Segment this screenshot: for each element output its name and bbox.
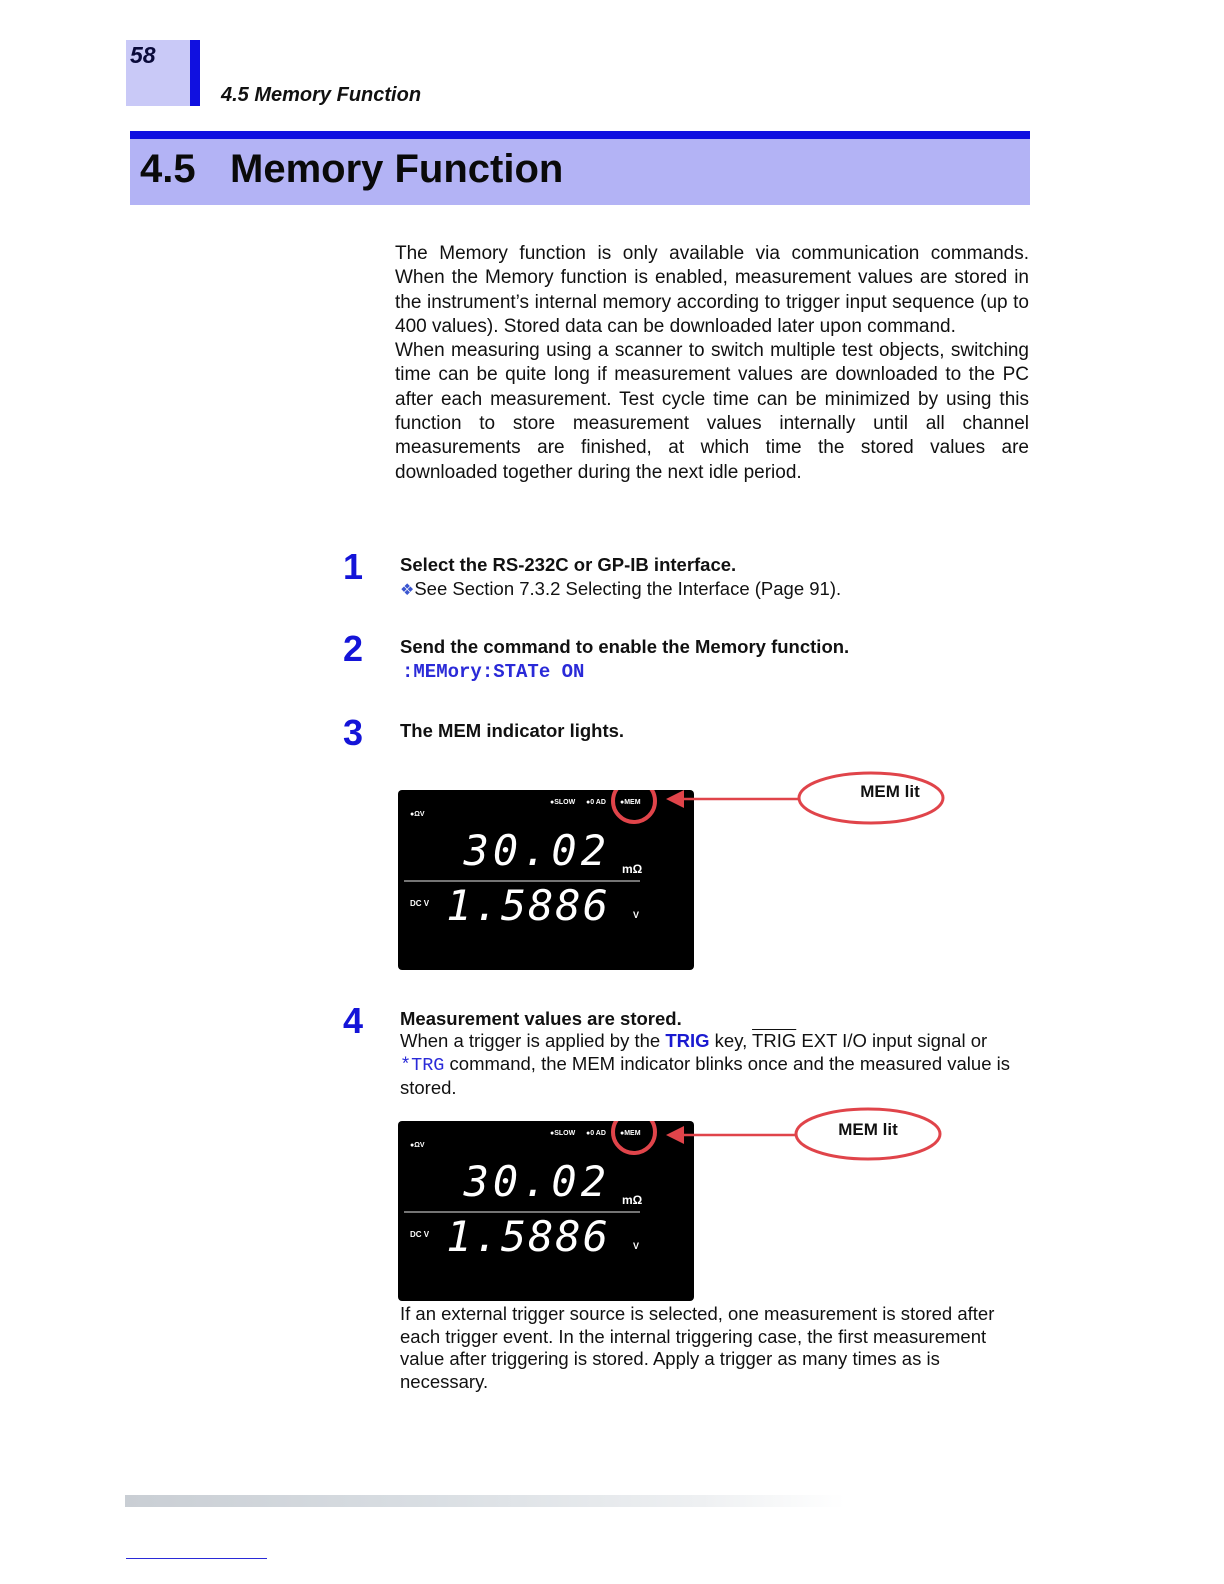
primary-unit: mΩ — [622, 1193, 643, 1207]
step-4-line-1 — [400, 1030, 1030, 1053]
text-run: command, the MEM indicator blinks once and the measured value is stored. — [400, 1052, 1010, 1098]
meter-display-1 — [398, 790, 694, 970]
primary-reading: 30.02 — [463, 1157, 610, 1206]
intro-paragraph-1: The Memory function is only available via communication commands. When the Memory function is enabled, measurement values are stored in the instrument’s internal memory according to trigger input sequence (up to 400 values). Stored data can be downloaded later upon command. — [395, 243, 1029, 337]
step-number-2: 2 — [343, 628, 364, 669]
intro-text — [395, 242, 1029, 485]
primary-unit: mΩ — [622, 862, 643, 876]
primary-reading: 30.02 — [463, 826, 610, 875]
secondary-unit: V — [633, 1241, 640, 1251]
step-heading-3: The MEM indicator lights. — [400, 720, 625, 741]
memory-state-command: :MEMory:STATe ON — [402, 661, 585, 683]
zero-adjust-indicator: ●0 AD — [586, 799, 606, 806]
mem-lit-callout-2 — [664, 1106, 964, 1166]
page-number-bar — [190, 40, 200, 106]
secondary-mode-label: DC V — [410, 899, 430, 908]
callout-2-graphic — [664, 1106, 964, 1166]
footer-link-underline — [126, 1558, 267, 1559]
section-title-band — [130, 131, 1030, 205]
intro-paragraph-2: When measuring using a scanner to switch multiple test objects, switching time can be quite long if measurement values are downloaded to the PC after each measurement. Test cycle time can be minimized by using this function to store measurement values internally until all channel measurements are finished, at which time the stored values are downloaded together during the next idle period. — [395, 340, 1029, 483]
step-heading-2: Send the command to enable the Memory function. — [400, 636, 850, 657]
callout-arrowhead-icon — [666, 790, 684, 808]
slow-indicator: ●SLOW — [550, 799, 576, 806]
running-head: 4.5 Memory Function — [221, 84, 422, 106]
step-heading-1: Select the RS-232C or GP-IB interface. — [400, 554, 737, 575]
secondary-mode-label: DC V — [410, 1230, 430, 1239]
secondary-unit: V — [633, 910, 640, 920]
slow-indicator: ●SLOW — [550, 1130, 576, 1137]
step-4-line-2 — [400, 1053, 1030, 1100]
ohm-volt-mode-indicator: ●ΩV — [410, 1142, 425, 1149]
callout-label: MEM lit — [860, 782, 920, 801]
text-run: key, — [709, 1030, 753, 1051]
callout-label: MEM lit — [838, 1120, 898, 1139]
section-number: 4.5 — [140, 147, 196, 191]
trig-key-label: TRIG — [665, 1030, 710, 1051]
mem-highlight-circle — [613, 790, 655, 822]
step-number-3: 3 — [343, 712, 364, 753]
meter-display-2-graphic — [398, 1121, 694, 1301]
text-run: EXT I/O input signal or — [796, 1030, 988, 1051]
meter-display-2 — [398, 1121, 694, 1301]
reference-diamond-icon: ❖ — [400, 582, 415, 599]
step-1-reference-text[interactable]: See Section 7.3.2 Selecting the Interface (Page 91). — [414, 578, 842, 599]
zero-adjust-indicator: ●0 AD — [586, 1130, 606, 1137]
step-4-note: If an external trigger source is selected, one measurement is stored after each trigger event. In the internal triggering case, the first measurement value after triggering is stored. Apply a trigger as many times as is necessary. — [400, 1303, 995, 1392]
mem-highlight-circle — [613, 1121, 655, 1153]
page-number: 58 — [130, 42, 156, 68]
mem-indicator: ●MEM — [620, 799, 641, 806]
step-1-reference[interactable] — [400, 578, 841, 600]
step-4-description — [400, 1030, 1030, 1100]
secondary-reading: 1.5886 — [446, 881, 610, 930]
text-run: When a trigger is applied by the — [400, 1030, 666, 1051]
meter-display-1-graphic — [398, 790, 694, 970]
footer-rule — [125, 1495, 845, 1507]
trg-command: *TRG — [400, 1054, 445, 1076]
step-heading-4: Measurement values are stored. — [400, 1008, 682, 1029]
callout-arrowhead-icon — [666, 1126, 684, 1144]
section-title: Memory Function — [230, 147, 564, 191]
page-number-tab — [126, 40, 190, 106]
step-number-1: 1 — [343, 546, 364, 587]
trig-signal-label: TRIG — [752, 1030, 797, 1051]
ohm-volt-mode-indicator: ●ΩV — [410, 811, 425, 818]
mem-lit-callout-1 — [664, 770, 964, 830]
step-number-4: 4 — [343, 1000, 364, 1041]
secondary-reading: 1.5886 — [446, 1212, 610, 1261]
mem-indicator: ●MEM — [620, 1130, 641, 1137]
